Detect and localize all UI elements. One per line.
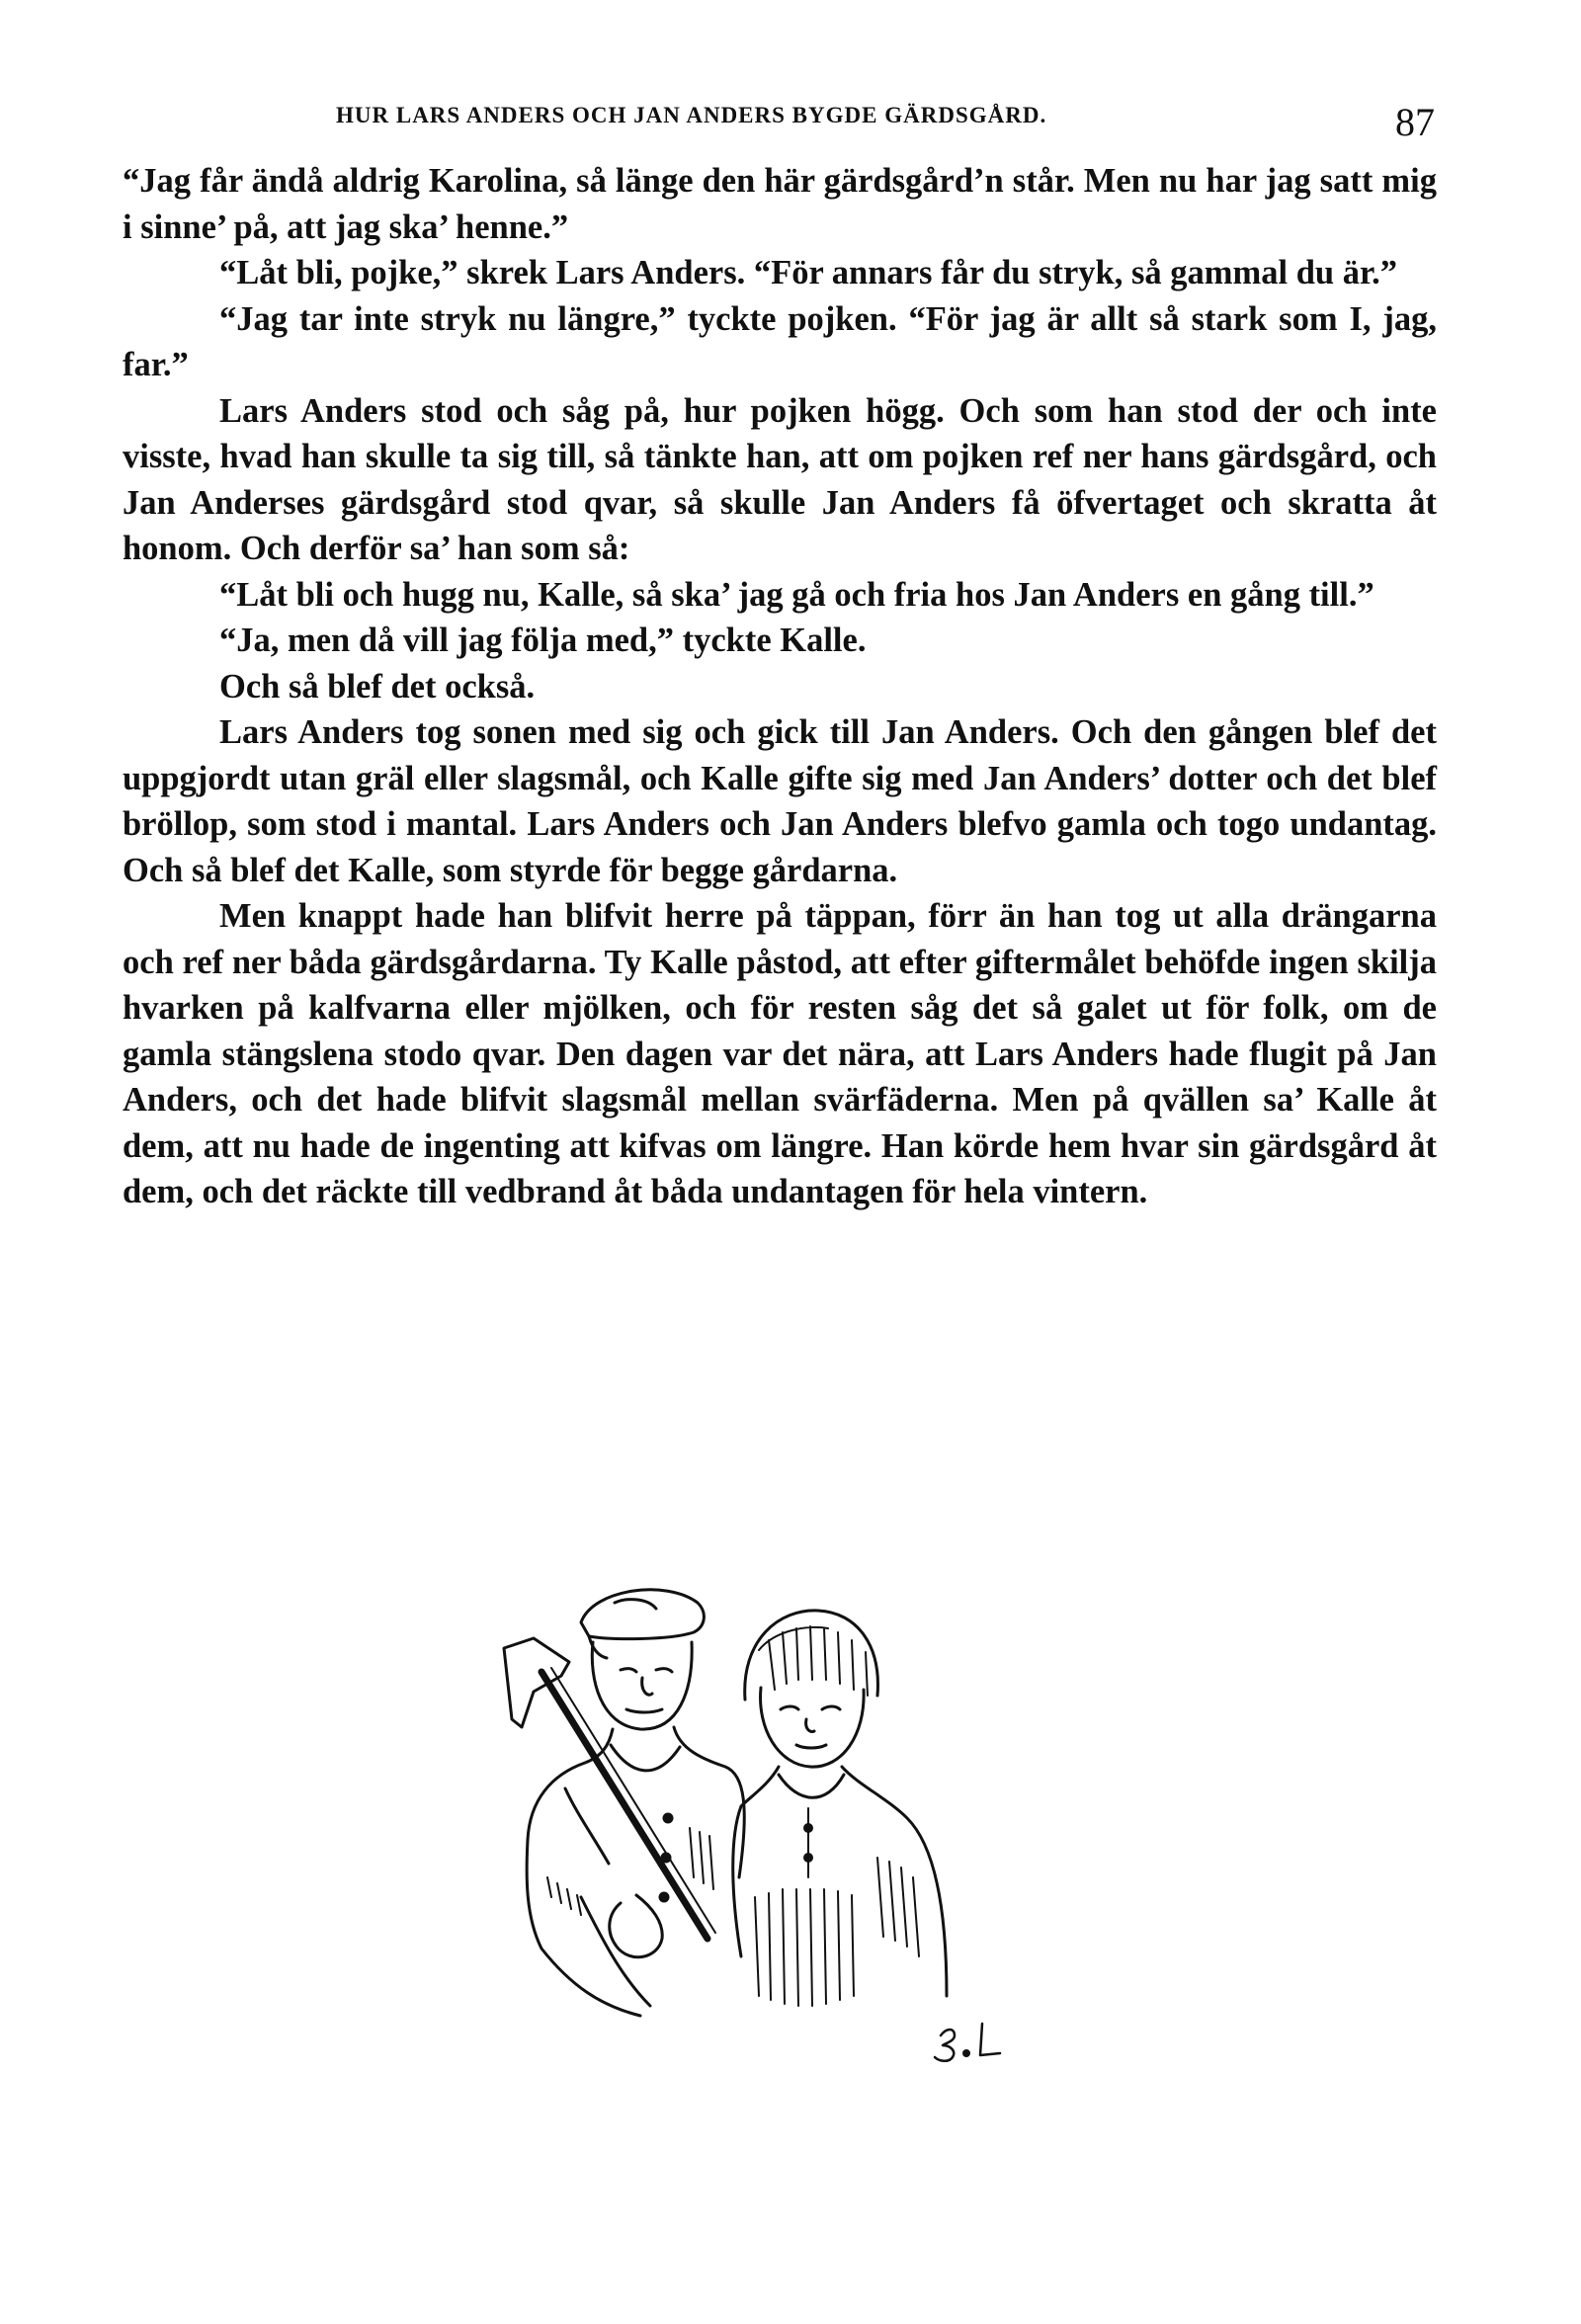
running-head: HUR LARS ANDERS OCH JAN ANDERS BYGDE GÄRDSGÅRD. (336, 103, 1047, 127)
artist-signature (935, 2024, 1000, 2061)
paragraph-6: “Ja, men då vill jag följa med,” tyckte Kalle. (219, 622, 867, 659)
axe-drawing (504, 1638, 715, 1939)
paragraph-9: Men knappt hade han blifvit herre på täppan, förr än han tog ut alla drängarna och ref ner båda gärdsgårdarna. Ty Kalle påstod, att efter giftermålet behöfde ingen skilja hvarken på kalfvarna eller mjölken, och för resten såg det så galet ut för folk, om de gamla stängslena stodo qvar. Den dagen var det nära, att Lars Anders hade flugit på Jan Anders, och det hade blifvit slagsmål mellan svärfäderna. Men på qvällen sa’ Kalle åt dem, att nu hade de ingenting att kifvas om längre. Han körde hem hvar sin gärdsgård åt dem, och det räckte till vedbrand åt båda undantagen för hela vintern. (123, 897, 1437, 1210)
paragraph-4: Lars Anders stod och såg på, hur pojken högg. Och som han stod der och inte visste, hvad han skulle ta sig till, så tänkte han, att om pojken ref ner hans gärdsgård, och Jan Anderses gärdsgård stod qvar, så skulle Jan Anders få öfvertaget och skratta åt honom. Och derför sa’ han som så: (123, 391, 1437, 567)
paragraph-1: “Jag får ändå aldrig Karolina, så länge den här gärdsgård’n står. Men nu har jag satt mig i sinne’ på, att jag ska’ henne.” (123, 162, 1437, 246)
paragraph-7: Och så blef det också. (219, 667, 536, 706)
paragraph-2: “Låt bli, pojke,” skrek Lars Anders. “För annars får du stryk, så gammal du är.” (219, 254, 1398, 291)
paragraph-3: “Jag tar inte stryk nu längre,” tyckte pojken. “För jag är allt så stark som I, jag, far.” (123, 299, 1437, 383)
paragraph-8: Lars Anders tog sonen med sig och gick till Jan Anders. Och den gången blef det uppgjordt utan gräl eller slagsmål, och Kalle gifte sig med Jan Anders’ dotter och det blef bröllop, som stod i mantal. Lars Anders och Jan Anders blefvo gamla och togo undantag. Och så blef det Kalle, som styrde för begge gårdarna. (123, 713, 1437, 889)
page-number: 87 (1395, 100, 1435, 144)
woman-drawing (733, 1611, 947, 2006)
illustration-couple-with-axe (482, 1581, 1036, 2095)
paragraph-5: “Låt bli och hugg nu, Kalle, så ska’ jag gå och fria hos Jan Anders en gång till.” (219, 575, 1374, 614)
body-text (123, 158, 1437, 1215)
